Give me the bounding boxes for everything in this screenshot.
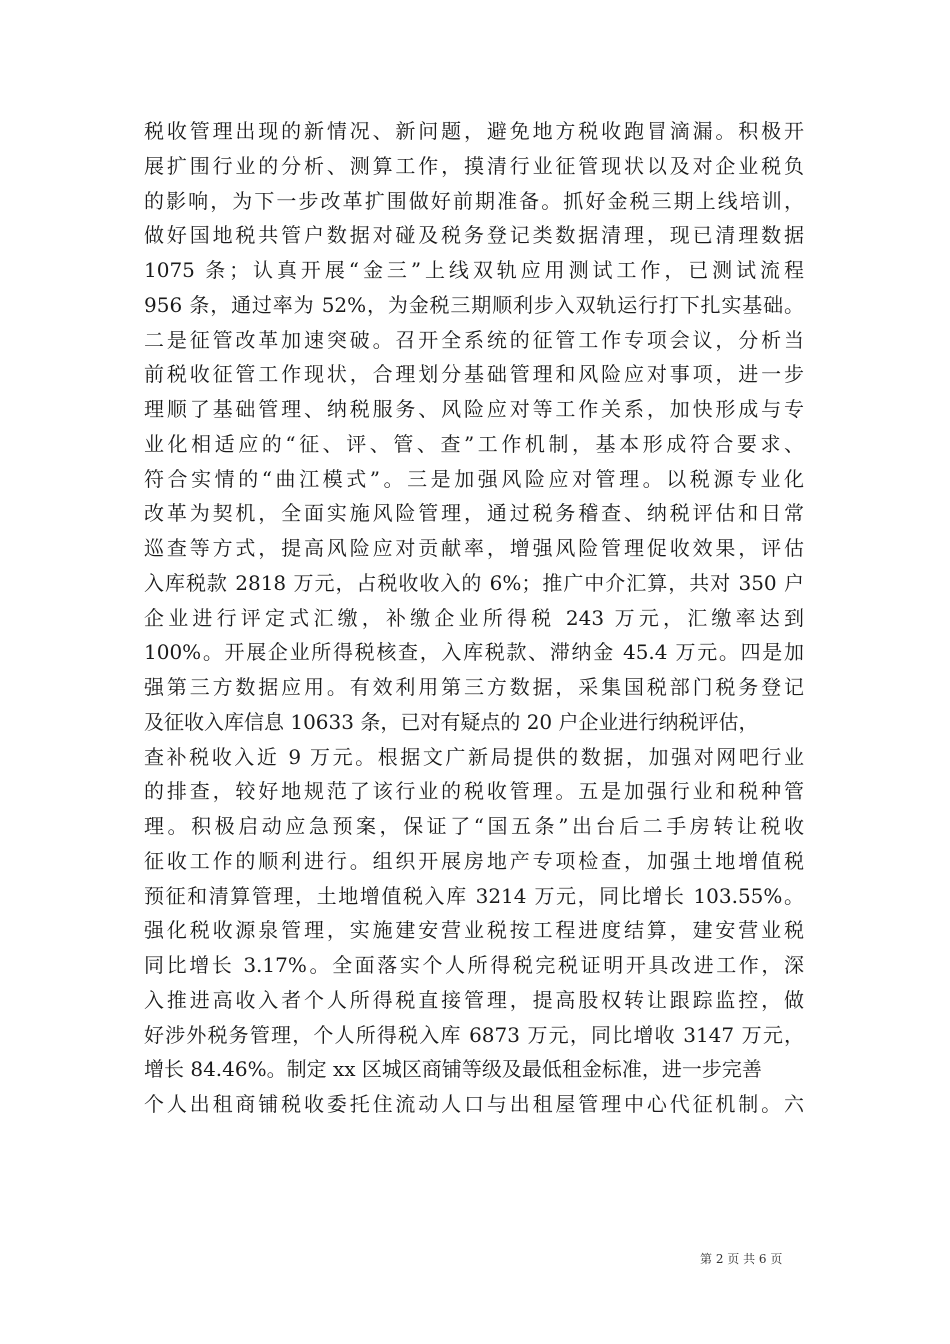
text-line: 理顺了基础管理、纳税服务、风险应对等工作关系，加快形成与专 [144,397,804,421]
text-line: 展扩围行业的分析、测算工作，摸清行业征管现状以及对企业税负 [144,153,804,178]
text-line: 入推进高收入者个人所得税直接管理，提高股权转让跟踪监控，做 [144,987,804,1012]
text-line: 征收工作的顺利进行。组织开展房地产专项检查，加强土地增值税 [144,848,804,873]
text-line: 前税收征管工作现状，合理划分基础管理和风险应对事项，进一步 [144,362,804,387]
text-line: 理。积极启动应急预案，保证了“国五条”出台后二手房转让税收 [144,814,804,838]
text-line: 强第三方数据应用。有效利用第三方数据，采集国税部门税务登记 [144,675,804,699]
text-line: 强化税收源泉管理，实施建安营业税按工程进度结算，建安营业税 [144,918,804,943]
text-line: 的影响，为下一步改革扩围做好前期准备。抓好金税三期上线培训， [144,188,804,213]
text-line: 业化相适应的“征、评、管、查”工作机制，基本形成符合要求、 [144,431,804,456]
text-line: 好涉外税务管理，个人所得税入库 6873 万元，同比增收 3147 万元， [144,1022,804,1047]
text-line: 查补税收入近 9 万元。根据文广新局提供的数据，加强对网吧行业 [144,744,804,769]
text-line: 个人出租商铺税收委托住流动人口与出租屋管理中心代征机制。六 [144,1092,804,1116]
text-line: 及征收入库信息 10633 条，已对有疑点的 20 户企业进行纳税评估， [144,709,759,734]
text-line: 税收管理出现的新情况、新问题，避免地方税收跑冒滴漏。积极开 [144,119,804,143]
text-line: 入库税款 2818 万元，占税收收入的 6%；推广中介汇算，共对 350 户 [144,570,804,595]
page-number: 第 2 页 共 6 页 [700,1252,783,1266]
text-line: 100%。开展企业所得税核查，入库税款、滞纳金 45.4 万元。四是加 [144,640,804,665]
text-line: 1075 条；认真开展“金三”上线双轨应用测试工作，已测试流程 [144,258,804,282]
text-line: 企业进行评定式汇缴，补缴企业所得税 243 万元，汇缴率达到 [144,605,804,630]
text-line: 956 条，通过率为 52%，为金税三期顺利步入双轨运行打下扎实基础。 [144,292,804,317]
text-line: 的排查，较好地规范了该行业的税收管理。五是加强行业和税种管 [144,779,804,804]
text-line: 改革为契机，全面实施风险管理，通过税务稽查、纳税评估和日常 [144,501,804,526]
text-line: 二是征管改革加速突破。召开全系统的征管工作专项会议，分析当 [144,327,804,352]
text-line: 符合实情的“曲江模式”。三是加强风险应对管理。以税源专业化 [144,466,804,491]
text-line: 增长 84.46%。制定 xx 区城区商铺等级及最低租金标准，进一步完善 [144,1057,762,1082]
body-text [144,114,804,1122]
text-line: 预征和清算管理，土地增值税入库 3214 万元，同比增长 103.55%。 [144,883,804,908]
text-line: 同比增长 3.17%。全面落实个人所得税完税证明开具改进工作，深 [144,953,804,977]
text-line: 做好国地税共管户数据对碰及税务登记类数据清理，现已清理数据 [144,223,804,248]
text-line: 巡查等方式，提高风险应对贡献率，增强风险管理促收效果，评估 [144,536,804,560]
